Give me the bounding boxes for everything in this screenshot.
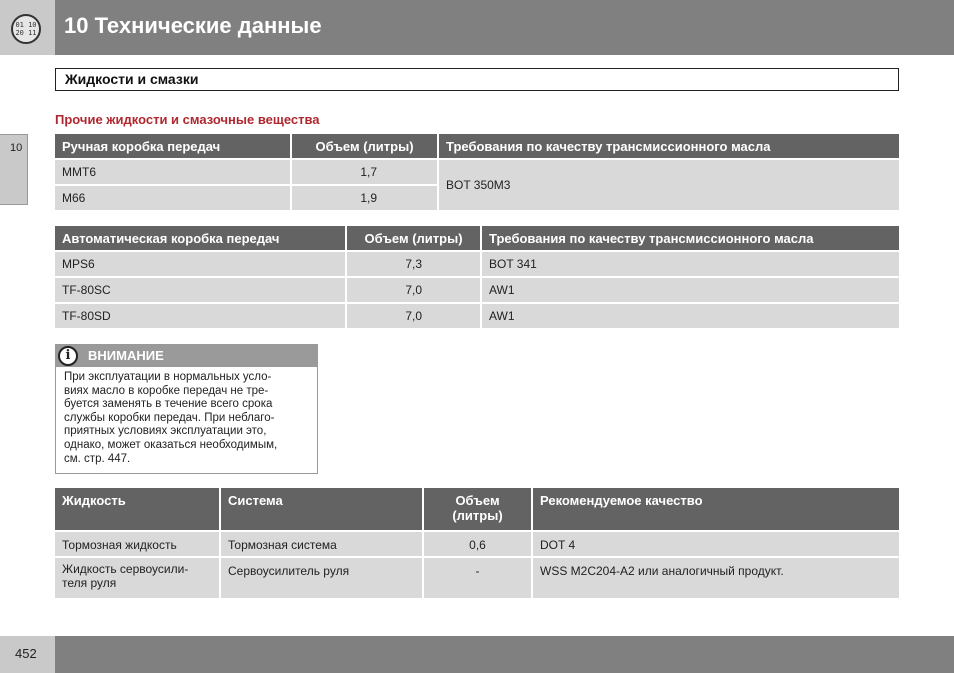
table-header-cell: Объем (литры) xyxy=(347,226,480,250)
table-header-cell: Система xyxy=(221,488,422,530)
table-header-cell: Объем (литры) xyxy=(424,488,531,530)
table-cell: TF-80SC xyxy=(55,278,345,302)
page-number: 452 xyxy=(15,646,37,661)
table-header-cell: Требования по качеству трансмиссионного масла xyxy=(482,226,899,250)
side-tab-label: 10 xyxy=(10,142,23,154)
table-cell: Тормозная жидкость xyxy=(55,532,219,556)
table-cell-shared-requirement: BOT 350M3 xyxy=(439,160,899,210)
table-cell: 7,0 xyxy=(347,304,480,328)
logo-text-line1: 01 10 xyxy=(15,21,37,29)
section-heading-box xyxy=(55,68,899,91)
table-header-cell: Автоматическая коробка передач xyxy=(55,226,345,250)
table-header-cell: Жидкость xyxy=(55,488,219,530)
warning-header xyxy=(56,345,317,367)
chapter-title: 10 Технические данные xyxy=(64,13,322,38)
table-cell: 1,7 xyxy=(292,160,437,184)
warning-text: При эксплуатации в нормальных усло- виях масло в коробке передач не тре- буется заменять в течение всего срока службы коробки передач. При неблаго- приятных условиях эксплуатации это, однако, может оказаться необходимым, см. стр. 447. xyxy=(64,371,278,465)
table-cell: Тормозная система xyxy=(221,532,422,556)
table-cell: AW1 xyxy=(482,278,899,302)
table-cell: 1,9 xyxy=(292,186,437,210)
calendar-icon xyxy=(11,14,41,44)
table-cell: 7,3 xyxy=(347,252,480,276)
table-row xyxy=(55,532,899,556)
table-header-cell: Рекомендуемое качество xyxy=(533,488,899,530)
table-header-cell: Объем (литры) xyxy=(292,134,437,158)
table-cell: Сервоусилитель руля xyxy=(221,558,422,598)
table-row xyxy=(55,304,899,328)
footer-bar xyxy=(0,636,954,673)
chapter-side-tab[interactable] xyxy=(0,134,28,205)
table-row xyxy=(55,252,899,276)
table-cell: - xyxy=(424,558,531,598)
table-row xyxy=(55,278,899,302)
header-bar xyxy=(0,0,954,55)
table-cell: WSS M2C204-A2 или аналогичный продукт. xyxy=(533,558,899,598)
table-cell: Жидкость сервоусили- теля руля xyxy=(55,558,219,598)
warning-box xyxy=(55,344,318,474)
table-header-row xyxy=(55,226,899,250)
warning-title: ВНИМАНИЕ xyxy=(88,348,164,363)
table-header-row xyxy=(55,134,899,158)
table-row xyxy=(55,558,899,598)
table-cell: MPS6 xyxy=(55,252,345,276)
table-cell: DOT 4 xyxy=(533,532,899,556)
table-cell: BOT 341 xyxy=(482,252,899,276)
table-cell: AW1 xyxy=(482,304,899,328)
logo-text-line2: 20 11 xyxy=(15,29,37,37)
manual-transmission-table xyxy=(53,132,901,212)
table-cell: MMT6 xyxy=(55,160,290,184)
table-header-cell: Требования по качеству трансмиссионного масла xyxy=(439,134,899,158)
table-cell: TF-80SD xyxy=(55,304,345,328)
table-cell: 7,0 xyxy=(347,278,480,302)
info-icon: i xyxy=(58,346,78,366)
section-title: Жидкости и смазки xyxy=(65,71,199,87)
fluids-table xyxy=(53,486,901,600)
table-row xyxy=(55,160,899,184)
page-number-box xyxy=(0,636,55,673)
subsection-title: Прочие жидкости и смазочные вещества xyxy=(55,112,320,127)
table-cell: M66 xyxy=(55,186,290,210)
automatic-transmission-table xyxy=(53,224,901,330)
table-header-row xyxy=(55,488,899,530)
header-logo-box xyxy=(0,0,55,55)
table-cell: 0,6 xyxy=(424,532,531,556)
table-header-cell: Ручная коробка передач xyxy=(55,134,290,158)
